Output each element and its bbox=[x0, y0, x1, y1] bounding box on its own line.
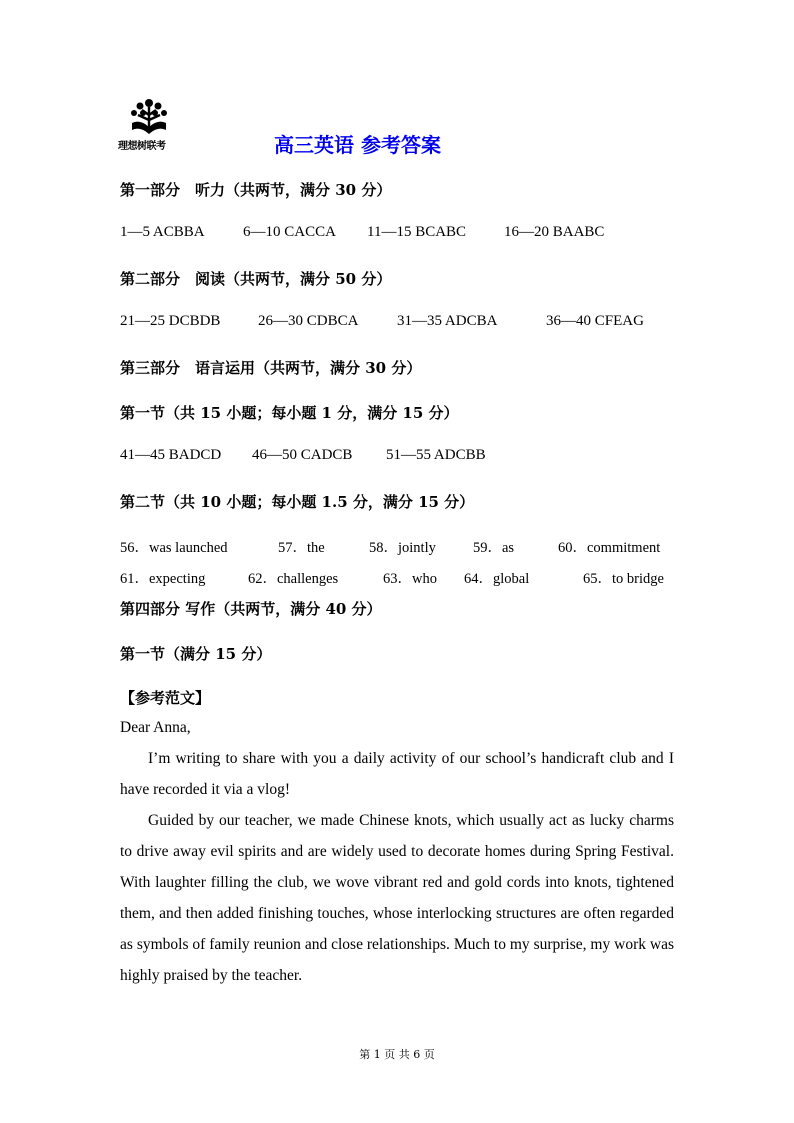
tree-book-icon bbox=[118, 97, 180, 137]
part2-heading: 第二部分 阅读（共两节，满分 50 分） bbox=[120, 270, 392, 288]
fill-answer: 63．who bbox=[383, 571, 437, 587]
letter-greeting: Dear Anna, bbox=[120, 719, 191, 736]
fill-answers-row-2 bbox=[120, 567, 674, 589]
fill-answer: 65．to bridge bbox=[583, 571, 664, 587]
part3-section1-heading: 第一节（共 15 小题；每小题 1 分，满分 15 分） bbox=[120, 404, 459, 422]
logo bbox=[118, 97, 180, 153]
logo-text: 理想树联考 bbox=[118, 141, 166, 152]
page-title: 高三英语 参考答案 bbox=[274, 133, 441, 157]
part4-section1-heading: 第一节（满分 15 分） bbox=[120, 645, 272, 663]
answer-group: 6—10 CACCA bbox=[243, 224, 336, 240]
page-number: 第 1 页 共 6 页 bbox=[359, 1048, 435, 1061]
fill-answer: 61．expecting bbox=[120, 571, 206, 587]
part4-heading: 第四部分 写作（共两节，满分 40 分） bbox=[120, 600, 382, 618]
answer-group: 51—55 ADCBB bbox=[386, 447, 486, 463]
fill-answer: 60．commitment bbox=[558, 540, 661, 556]
answer-group: 41—45 BADCD bbox=[120, 447, 222, 463]
answer-group: 11—15 BCABC bbox=[367, 224, 467, 240]
fill-answer: 57．the bbox=[278, 540, 325, 556]
fill-answer: 56．was launched bbox=[120, 540, 228, 556]
fill-answer: 58．jointly bbox=[369, 540, 436, 556]
answer-group: 26—30 CDBCA bbox=[258, 313, 359, 329]
fill-answer: 59．as bbox=[473, 540, 515, 556]
fill-answer: 64．global bbox=[464, 571, 530, 587]
letter-paragraph: I’m writing to share with you a daily activity of our school’s handicraft club and I have recorded it via a vlog! bbox=[120, 750, 674, 798]
answer-group: 1—5 ACBBA bbox=[120, 224, 205, 240]
part3-section2-heading: 第二节（共 10 小题；每小题 1.5 分，满分 15 分） bbox=[120, 493, 475, 511]
letter-paragraph: Guided by our teacher, we made Chinese knots, which usually act as lucky charms to drive away evil spirits and are widely used to decorate homes during Spring Festival. With laughter filling the club, we wove vibrant red and gold cords into knots, tightened them, and then added finishing touches, whose interlocking structures are often regarded as symbols of family reunion and close relationships. Much to my surprise, my work was highly praised by the teacher. bbox=[120, 812, 674, 984]
part3-heading: 第三部分 语言运用（共两节，满分 30 分） bbox=[120, 359, 422, 377]
sample-essay-label: 【参考范文】 bbox=[120, 689, 211, 707]
answer-group: 36—40 CFEAG bbox=[546, 313, 644, 329]
answer-group: 31—35 ADCBA bbox=[397, 313, 498, 329]
part1-heading: 第一部分 听力（共两节，满分 30 分） bbox=[120, 181, 392, 199]
answer-group: 46—50 CADCB bbox=[252, 447, 353, 463]
answer-group: 21—25 DCBDB bbox=[120, 313, 221, 329]
fill-answers-row-1 bbox=[120, 536, 674, 558]
answer-group: 16—20 BAABC bbox=[504, 224, 605, 240]
fill-answer: 62．challenges bbox=[248, 571, 339, 587]
